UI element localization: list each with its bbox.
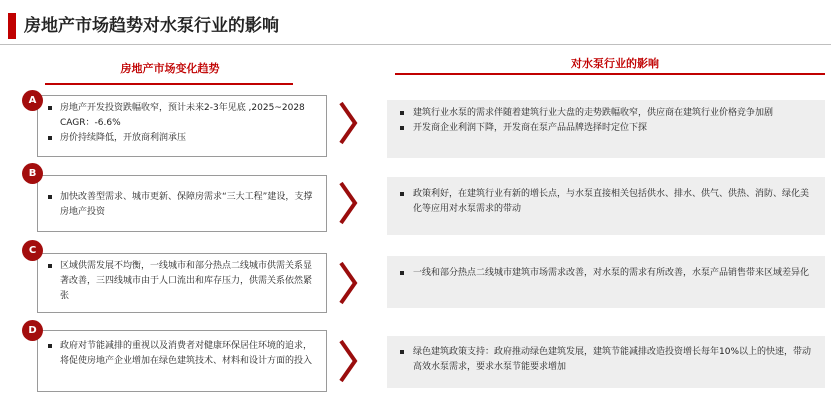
badge-c: C xyxy=(22,240,43,261)
right-column-heading: 对水泵行业的影响 xyxy=(571,57,659,70)
trend-box-d xyxy=(37,330,327,392)
impact-d-item-1: 绿色建筑政策支持：政府推动绿色建筑发展，建筑节能减排改造投资增长每年10%以上的快速，带动高效水泵需求，要求水泵节能要求增加 xyxy=(413,345,815,375)
impact-box-b xyxy=(387,177,825,235)
trend-b-item-1: 加快改善型需求、城市更新、保障房需求“三大工程”建设，支撑房地产投资 xyxy=(60,190,320,220)
chevron-right-icon xyxy=(338,339,358,383)
trend-box-c xyxy=(37,253,327,313)
badge-d: D xyxy=(22,320,43,341)
impact-a-item-1: 建筑行业水泵的需求伴随着建筑行业大盘的走势跌幅收窄，供应商在建筑行业价格竞争加剧 xyxy=(413,106,815,121)
title-divider xyxy=(0,44,831,45)
badge-b: B xyxy=(22,163,43,184)
chevron-right-icon xyxy=(338,181,358,225)
left-column-heading: 房地产市场变化趋势 xyxy=(120,62,220,75)
trend-d-item-1: 政府对节能减排的重视以及消费者对健康环保居住环境的追求，将促使房地产企业增加在绿色建筑技术、材料和设计方面的投入 xyxy=(60,339,320,369)
impact-c-item-1: 一线和部分热点二线城市建筑市场需求改善，对水泵的需求有所改善，水泵产品销售带来区域差异化 xyxy=(413,266,815,281)
impact-b-item-1: 政策利好，在建筑行业有新的增长点，与水泵直接相关包括供水、排水、供气、供热、消防、绿化美化等应用对水泵需求的带动 xyxy=(413,187,815,217)
title-accent-bar xyxy=(8,13,16,39)
impact-a-item-2: 开发商企业利润下降，开发商在泵产品品牌选择时定位下探 xyxy=(413,121,815,136)
page-title: 房地产市场趋势对水泵行业的影响 xyxy=(24,16,279,36)
trend-box-a xyxy=(37,95,327,157)
trend-c-item-1: 区域供需发展不均衡，一线城市和部分热点二线城市供需关系显著改善，三四线城市由于人口流出和库存压力，供需关系依然紧张 xyxy=(60,259,320,304)
trend-box-b xyxy=(37,175,327,232)
impact-box-d xyxy=(387,336,825,388)
left-heading-rule xyxy=(45,83,293,85)
right-heading-rule xyxy=(395,73,825,75)
trend-a-item-2: 房价持续降低，开放商利润承压 xyxy=(60,131,320,146)
impact-box-a xyxy=(387,100,825,158)
badge-a: A xyxy=(22,90,43,111)
trend-a-item-1: 房地产开发投资跌幅收窄，预计未来2-3年见底 ,2025~2028 CAGR：-6.6% xyxy=(60,101,320,131)
chevron-right-icon xyxy=(338,261,358,305)
chevron-right-icon xyxy=(338,101,358,145)
impact-box-c xyxy=(387,256,825,308)
